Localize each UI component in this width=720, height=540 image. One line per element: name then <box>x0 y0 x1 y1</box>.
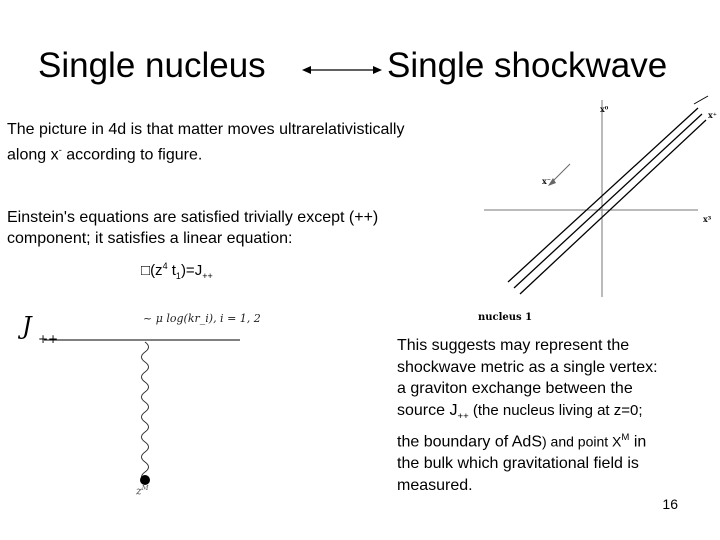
propagator-label: ~ μ log(kr_i), i = 1, 2 <box>143 312 261 325</box>
p1-line2: along x- according to figure. <box>7 145 203 164</box>
paragraph-matter-motion <box>7 119 477 165</box>
paragraph-shockwave-vertex: This suggests may represent the shockwave metric as a single vertex: a graviton exchange between the source $J_{++}$ (the nucleus living at z=0; the boundary of AdS) and point $X^M$ in the bulk which gravitational field is measured. <box>397 337 658 494</box>
title-right: Single shockwave <box>387 46 668 85</box>
title-left: Single nucleus <box>38 46 266 85</box>
source-j-label: J <box>22 312 32 340</box>
xminus-label: x⁻ <box>542 176 551 186</box>
xplus-arrow <box>694 96 708 104</box>
worldline-3 <box>520 120 706 294</box>
nucleus-label: nucleus 1 <box>478 312 533 323</box>
worldline-1 <box>508 108 698 282</box>
x0-label: x⁰ <box>600 104 609 114</box>
spacetime-diagram <box>480 92 720 312</box>
worldline-2 <box>514 114 702 288</box>
double-arrow-icon <box>302 58 382 82</box>
p1-line1: The picture in 4d is that matter moves ultrarelativistically <box>7 121 405 138</box>
paragraph-einstein-equations <box>7 207 477 249</box>
p2-line2: component; it satisfies a linear equation: <box>7 230 293 247</box>
source-j-subscript: ++ <box>38 332 59 346</box>
x3-label: x³ <box>703 214 712 224</box>
xplus-label: x⁺ <box>708 110 717 120</box>
graviton-diagram <box>0 300 260 500</box>
page-number: 16 <box>662 496 678 512</box>
p2-line1: Einstein's equations are satisfied trivially except (++) <box>7 209 379 226</box>
graviton-wavy-line <box>142 342 149 482</box>
bulk-point-label: $z^M$ <box>136 484 149 498</box>
linear-equation: $□(z^4$ $t_1)=J_{++}$ <box>141 261 213 281</box>
